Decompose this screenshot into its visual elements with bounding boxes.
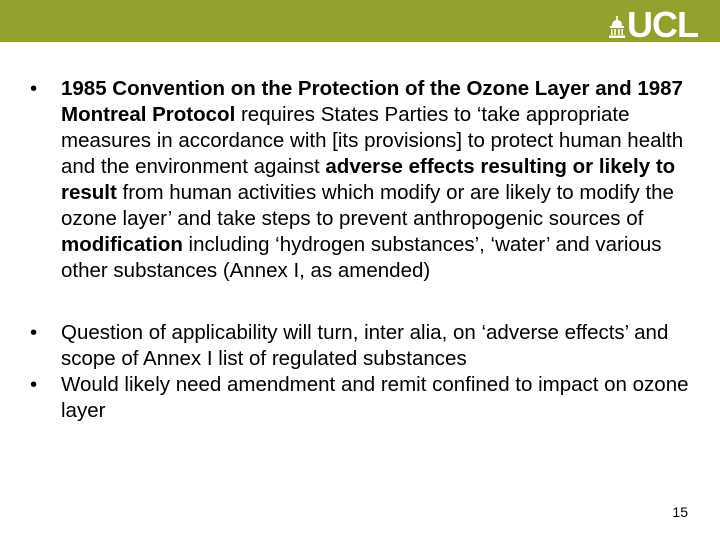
text-segment: including ‘hydrogen substances’, ‘water’ and various other substances (Annex I, as amended) [61,233,662,282]
bold-text: adverse effects resulting or likely to result [61,155,676,204]
text-segment: requires States Parties to ‘take appropriate measures in accordance with [its provisions] to protect human health and the environment against [61,103,684,178]
ucl-logo-text: UCL [627,4,698,45]
page-number: 15 [672,504,688,520]
bullet-text: Question of applicability will turn, inter alia, on ‘adverse effects’ and scope of Annex I list of regulated substances [61,321,669,370]
bullet-text [61,77,683,282]
bullet-item [30,76,690,284]
text-segment: from human activities which modify or are likely to modify the ozone layer’ and take steps to prevent anthropogenic sources of [61,181,674,230]
slide-content [30,76,690,424]
ucl-portico-icon [609,16,625,38]
bullet-item [30,372,690,424]
bold-text: 1985 Convention on the Protection of the Ozone Layer and 1987 Montreal Protocol [61,77,683,126]
bullet-item [30,320,690,372]
bold-text: modification [61,233,183,256]
bullet-marker: • [30,77,38,100]
bullet-marker: • [30,373,38,396]
header-bar [0,0,720,45]
bullet-marker: • [30,321,38,344]
ucl-logo [609,4,698,45]
bullet-text: Would likely need amendment and remit confined to impact on ozone layer [61,373,689,422]
